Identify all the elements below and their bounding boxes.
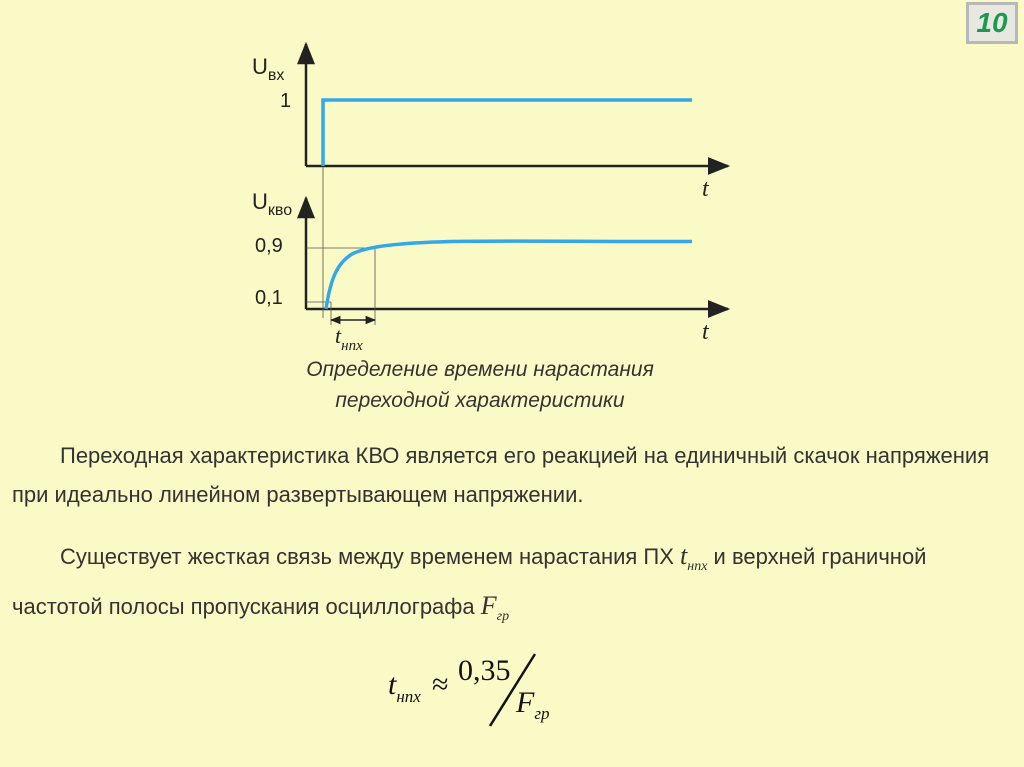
- page-number: 10: [976, 7, 1008, 38]
- formula-numerator: 0,35: [458, 654, 511, 687]
- bottom-y-tick-low-label: 0,1: [255, 287, 283, 309]
- paragraph-1-text: Переходная характеристика КВО является его реакцией на единичный скачок напряжения при идеально линейном развертывающем напряжении.: [12, 443, 990, 507]
- paragraph-relation: [12, 536, 1002, 636]
- formula-lhs: $t_{нпх}$: [388, 668, 421, 706]
- bottom-x-axis-label: t: [702, 319, 709, 345]
- top-y-tick-label: 1: [280, 90, 292, 112]
- input-step-signal: [323, 100, 692, 166]
- top-y-axis-label: $U_{вх}$: [252, 54, 285, 84]
- paragraph-definition: [12, 436, 1002, 514]
- paragraph-2-part-1: Существует жесткая связь между временем нарастания ПХ: [60, 544, 681, 569]
- formula-operator: ≈: [432, 668, 449, 701]
- caption-line-1: Определение времени нарастания: [306, 358, 654, 381]
- diagram-caption: [230, 354, 730, 416]
- formula-denominator: $F_{гр}$: [516, 686, 550, 723]
- paragraph-2-part-2: и верхней граничной частотой полосы пропускания осциллографа: [12, 544, 927, 620]
- top-x-axis-label: t: [702, 176, 709, 202]
- rise-time-label: $t_{нпх}$: [335, 323, 363, 354]
- cutoff-frequency-symbol: $F_{гр}$: [480, 591, 510, 625]
- transient-response-curve: [326, 241, 692, 309]
- bottom-y-tick-high-label: 0,9: [255, 235, 283, 257]
- rise-time-symbol: $t_{нпх}$: [680, 541, 708, 575]
- rise-time-formula: [380, 648, 580, 728]
- bottom-y-axis-label: $U_{кво}$: [252, 189, 293, 219]
- caption-line-2: переходной характеристики: [335, 389, 625, 412]
